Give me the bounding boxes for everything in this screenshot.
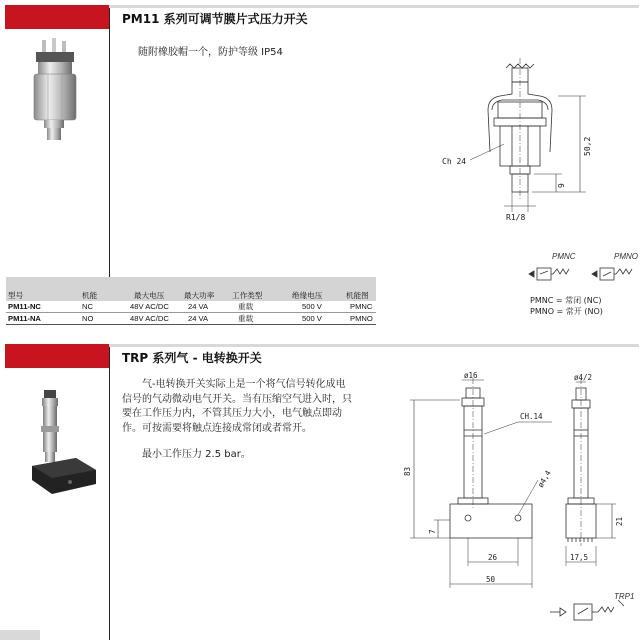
header-insulation: 绝缘电压 (292, 291, 323, 300)
header-function: 机能 (82, 291, 98, 300)
pm11-divider (109, 8, 110, 278)
trp-red-marker (5, 344, 109, 368)
table-row (6, 314, 376, 325)
row-max-voltage: 48V AC/DC (130, 302, 169, 311)
table-row (6, 302, 376, 313)
row-max-power: 24 VA (188, 302, 209, 311)
row-insulation: 500 V (302, 314, 322, 323)
pm11-description: 随附橡胶帽一个，防护等级 IP54 (138, 47, 283, 58)
pm11-hex-label: Ch 24 (442, 157, 467, 166)
pmno-switch-symbol (590, 262, 640, 286)
row-function: NO (82, 314, 94, 323)
trp-dim-7: 7 (428, 529, 437, 534)
row-function: NC (82, 302, 93, 311)
pm11-height-label: 50,2 (583, 136, 592, 156)
pmno-legend: PMNO = 常开 (NO) (530, 307, 603, 316)
pmnc-switch-symbol (527, 262, 577, 286)
pm11-red-marker (5, 5, 109, 29)
trp-description-line-4: 作。可按需要将触点连接成常闭或者常开。 (122, 422, 312, 434)
trp-dim-50: 50 (486, 575, 496, 584)
trp-description-line-2: 信号的气动微动电气开关。当有压缩空气进入时，只 (122, 393, 352, 405)
trp-dim-d44: ø4,4 (535, 468, 553, 489)
header-max-power: 最大功率 (184, 291, 215, 300)
pmnc-legend: PMNC = 常闭 (NC) (530, 296, 602, 305)
row-model: PM11-NC (8, 302, 41, 311)
trp-section-title: TRP 系列气 - 电转换开关 (122, 351, 262, 365)
trp-product-image (30, 380, 100, 498)
trp-dim-ch14: CH.14 (520, 412, 543, 421)
trp-dim-d16: ø16 (464, 371, 478, 380)
header-diagram: 机能图 (346, 291, 369, 300)
row-diagram: PMNO (350, 314, 373, 323)
trp-dim-d42: ø4/2 (574, 373, 593, 382)
pm11-product-image (18, 38, 98, 143)
pm11-technical-drawing (440, 40, 600, 225)
pm11-section-title: PM11 系列可调节膜片式压力开关 (122, 12, 308, 26)
row-insulation: 500 V (302, 302, 322, 311)
trp-dim-26: 26 (488, 553, 498, 562)
trp-title-strip (109, 344, 639, 347)
header-model: 型号 (8, 291, 24, 300)
header-work-type: 工作类型 (232, 291, 263, 300)
page-bottom-tab (0, 630, 40, 640)
trp-dim-21: 21 (615, 516, 624, 526)
table-top-bar (6, 277, 376, 291)
trp-description-line-1: 气-电转换开关实际上是一个将气信号转化成电 (142, 379, 346, 390)
trp-symbol-tag: TRP1 (614, 592, 635, 601)
trp-description-line-3: 要在工作压力内，不管其压力大小，电气触点即动 (122, 408, 342, 419)
trp-description (122, 378, 392, 436)
table-header-row (6, 291, 376, 301)
trp-technical-drawing (400, 370, 640, 590)
pm11-spec-table (6, 277, 376, 329)
row-model: PM11-NA (8, 314, 41, 323)
pm11-title-strip (109, 5, 639, 8)
trp-dim-83: 83 (403, 466, 412, 476)
row-work-type: 重载 (238, 302, 254, 311)
header-max-voltage: 最大电压 (134, 291, 165, 300)
pm11-thread-height-label: 9 (557, 183, 566, 188)
pm11-thread-label: R1/8 (506, 213, 526, 222)
row-diagram: PMNC (350, 302, 373, 311)
trp-dim-175: 17,5 (570, 553, 589, 562)
trp-min-pressure: 最小工作压力 2.5 bar。 (142, 449, 251, 460)
row-work-type: 重载 (238, 314, 254, 323)
trp-divider (109, 347, 110, 640)
row-max-power: 24 VA (188, 314, 209, 323)
trp-switch-symbol (548, 598, 638, 626)
row-max-voltage: 48V AC/DC (130, 314, 169, 323)
pmno-symbol-tag: PMNO (614, 252, 638, 261)
pmnc-symbol-tag: PMNC (552, 252, 576, 261)
